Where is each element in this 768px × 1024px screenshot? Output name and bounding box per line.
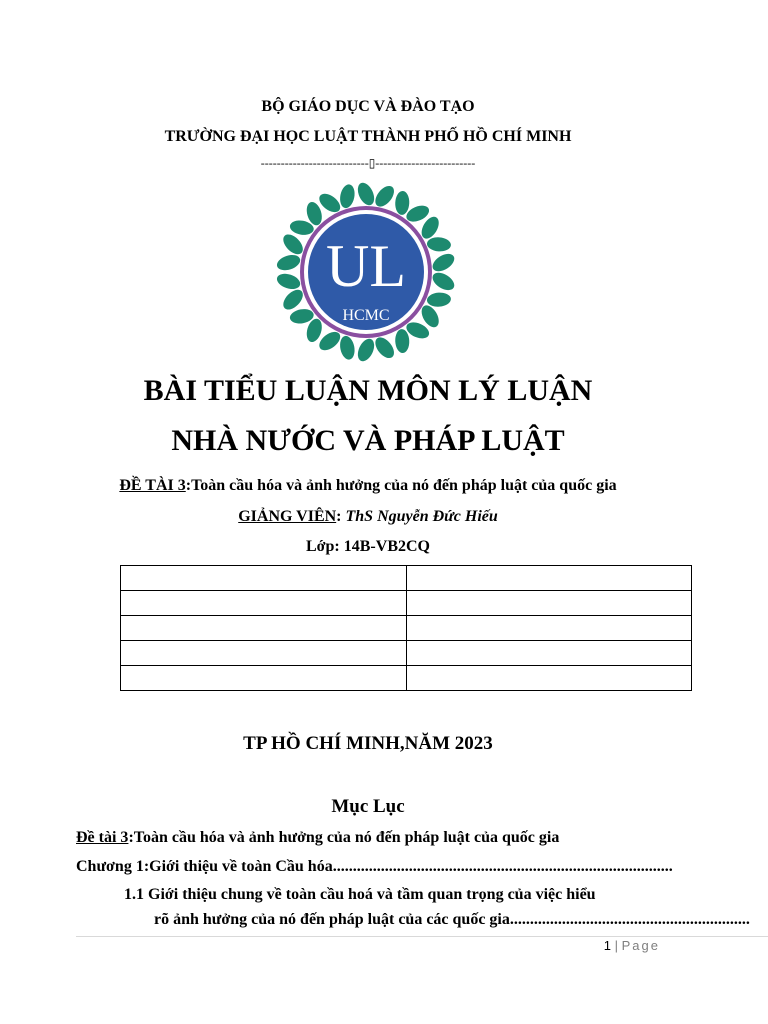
members-table: [120, 565, 692, 691]
title-line-2: NHÀ NƯỚC VÀ PHÁP LUẬT: [171, 424, 565, 457]
class-line: Lớp: 14B-VB2CQ: [306, 538, 430, 555]
lecturer-label: GIẢNG VIÊN: [238, 508, 337, 525]
logo-leaf: [355, 182, 378, 208]
logo-leaf: [426, 292, 451, 308]
logo-leaf: [355, 336, 378, 362]
table-cell: [121, 666, 407, 691]
table-cell: [406, 666, 692, 691]
table-row: [121, 616, 692, 641]
table-cell: [406, 616, 692, 641]
title-line-1: BÀI TIỂU LUẬN MÔN LÝ LUẬN: [143, 374, 593, 407]
table-row: [121, 566, 692, 591]
topic-text: :Toàn cầu hóa và ảnh hưởng của nó đến pháp luật của quốc gia: [185, 477, 617, 494]
logo-leaf: [430, 250, 456, 275]
table-cell: [406, 591, 692, 616]
table-cell: [121, 591, 407, 616]
table-row: [121, 641, 692, 666]
toc-topic-label: Đề tài 3: [76, 829, 129, 846]
toc-item-1-1-line-2[interactable]: rõ ảnh hưởng của nó đến pháp luật của các quốc gia............................................................: [154, 911, 750, 928]
logo-leaf: [395, 191, 410, 216]
university-logo: [276, 182, 456, 362]
logo-initials: UL: [326, 233, 406, 299]
toc-topic-line[interactable]: [76, 829, 559, 847]
logo-leaf: [338, 183, 356, 209]
place-year: TP HỒ CHÍ MINH,NĂM 2023: [243, 733, 493, 754]
logo-leaf: [430, 269, 456, 294]
footer-divider: [76, 936, 768, 937]
lecturer-colon: :: [336, 508, 346, 525]
table-cell: [406, 566, 692, 591]
topic-line: [0, 477, 736, 495]
page-number: 1: [603, 938, 612, 953]
toc-item-1-1-line-1[interactable]: 1.1 Giới thiệu chung về toàn cầu hoá và tầm quan trọng của việc hiểu: [124, 886, 596, 903]
school-heading: TRƯỜNG ĐẠI HỌC LUẬT THÀNH PHỐ HỒ CHÍ MINH: [164, 128, 572, 145]
lecturer-line: [0, 508, 736, 526]
toc-chapter-1[interactable]: Chương 1:Giới thiệu về toàn Cầu hóa.....................................................................................: [76, 858, 673, 875]
toc-topic-text: :Toàn cầu hóa và ảnh hưởng của nó đến pháp luật của quốc gia: [128, 829, 560, 846]
toc-title: Mục Lục: [331, 796, 405, 817]
logo-leaf: [372, 334, 398, 361]
logo-leaf: [276, 252, 302, 273]
lecturer-name: ThS Nguyễn Đức Hiếu: [345, 508, 498, 525]
page-footer: [0, 938, 660, 953]
table-row: [121, 666, 692, 691]
logo-leaf: [338, 335, 356, 361]
footer-separator: |: [611, 938, 622, 953]
table-cell: [121, 641, 407, 666]
logo-leaf: [372, 183, 398, 210]
logo-city: HCMC: [342, 307, 390, 324]
logo-leaf: [280, 286, 307, 313]
logo-leaf: [276, 271, 302, 292]
logo-leaf: [426, 236, 451, 252]
logo-leaf: [280, 231, 307, 258]
ministry-heading: BỘ GIÁO DỤC VÀ ĐÀO TẠO: [261, 98, 475, 115]
logo-leaf: [395, 329, 410, 354]
topic-label: ĐỀ TÀI 3: [119, 477, 186, 494]
table-cell: [121, 616, 407, 641]
page-label: Page: [621, 938, 660, 953]
table-row: [121, 591, 692, 616]
header-divider: ---------------------------▯-------------------------: [260, 156, 476, 170]
table-cell: [121, 566, 407, 591]
table-cell: [406, 641, 692, 666]
